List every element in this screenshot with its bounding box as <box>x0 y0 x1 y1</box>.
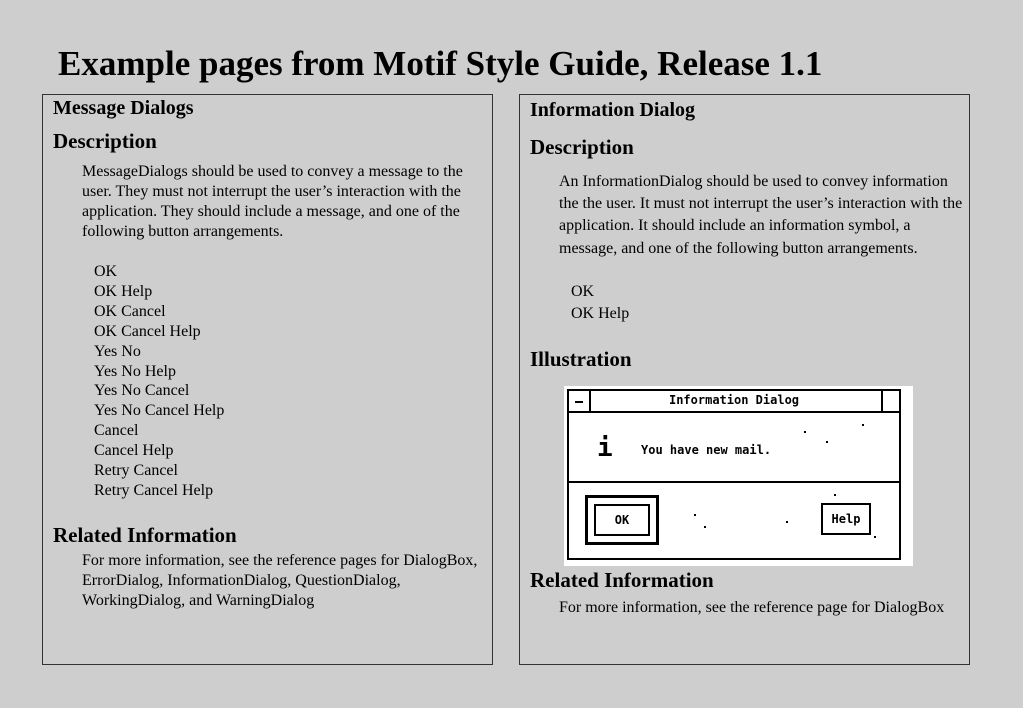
scan-speck <box>874 536 876 538</box>
scan-speck <box>834 494 836 496</box>
section-heading: Information Dialog <box>530 99 695 121</box>
list-item: Retry Cancel <box>94 462 178 480</box>
list-item: OK <box>94 263 118 280</box>
illustration-heading: Illustration <box>530 347 632 371</box>
list-item: OK Help <box>94 282 153 300</box>
button-arrangement-list <box>571 281 629 325</box>
button-arrangement-list <box>94 262 224 501</box>
list-item: Yes No Help <box>94 362 176 380</box>
page-title: Example pages from Motif Style Guide, Release 1.1 <box>58 44 823 83</box>
information-dialog-illustration <box>564 386 913 566</box>
description-heading: Description <box>53 129 157 153</box>
information-dialog-panel <box>519 94 970 665</box>
list-item: Cancel <box>94 422 139 440</box>
section-heading: Message Dialogs <box>53 97 194 119</box>
list-item: OK <box>571 283 595 300</box>
scan-speck <box>704 526 706 528</box>
help-button: Help <box>821 503 871 535</box>
related-text: For more information, see the reference pages for DialogBox, ErrorDialog, InformationDialog, QuestionDialog, WorkingDialog, and WarningDialog <box>82 552 478 609</box>
list-item: OK Cancel <box>94 302 166 320</box>
scan-speck <box>694 514 696 516</box>
dialog-title: Information Dialog <box>668 393 800 407</box>
description-heading: Description <box>530 135 634 159</box>
description-text: MessageDialogs should be used to convey a message to the user. They must not interrupt the user’s interaction with the application. They should include a message, and one of the following button arrangements. <box>82 163 463 240</box>
default-button-frame <box>585 495 659 545</box>
list-item: Yes No <box>94 342 141 360</box>
dialog-titlebar <box>569 391 899 413</box>
list-item: Cancel Help <box>94 442 174 460</box>
list-item: OK Help <box>571 305 630 322</box>
list-item: Yes No Cancel Help <box>94 402 225 420</box>
description-text: An InformationDialog should be used to convey information the the user. It must not interrupt the user’s interaction with the application. It should include an information symbol, a message, and one of the following button arrangements. <box>559 173 963 257</box>
ok-button: OK <box>594 504 650 536</box>
scan-speck <box>786 521 788 523</box>
related-heading: Related Information <box>530 568 714 592</box>
scan-speck <box>862 424 864 426</box>
message-dialogs-panel <box>42 94 493 665</box>
list-item: OK Cancel Help <box>94 322 201 340</box>
list-item: Retry Cancel Help <box>94 481 214 499</box>
scan-speck <box>804 431 806 433</box>
scan-speck <box>826 441 828 443</box>
dialog-message-area <box>569 413 899 483</box>
info-icon: i <box>597 433 613 463</box>
dialog-window <box>567 389 901 560</box>
list-item: Yes No Cancel <box>94 382 190 400</box>
dialog-message: You have new mail. <box>641 443 772 457</box>
related-heading: Related Information <box>53 523 237 547</box>
related-text: For more information, see the reference page for DialogBox <box>559 599 945 616</box>
window-control-icon <box>881 391 899 411</box>
